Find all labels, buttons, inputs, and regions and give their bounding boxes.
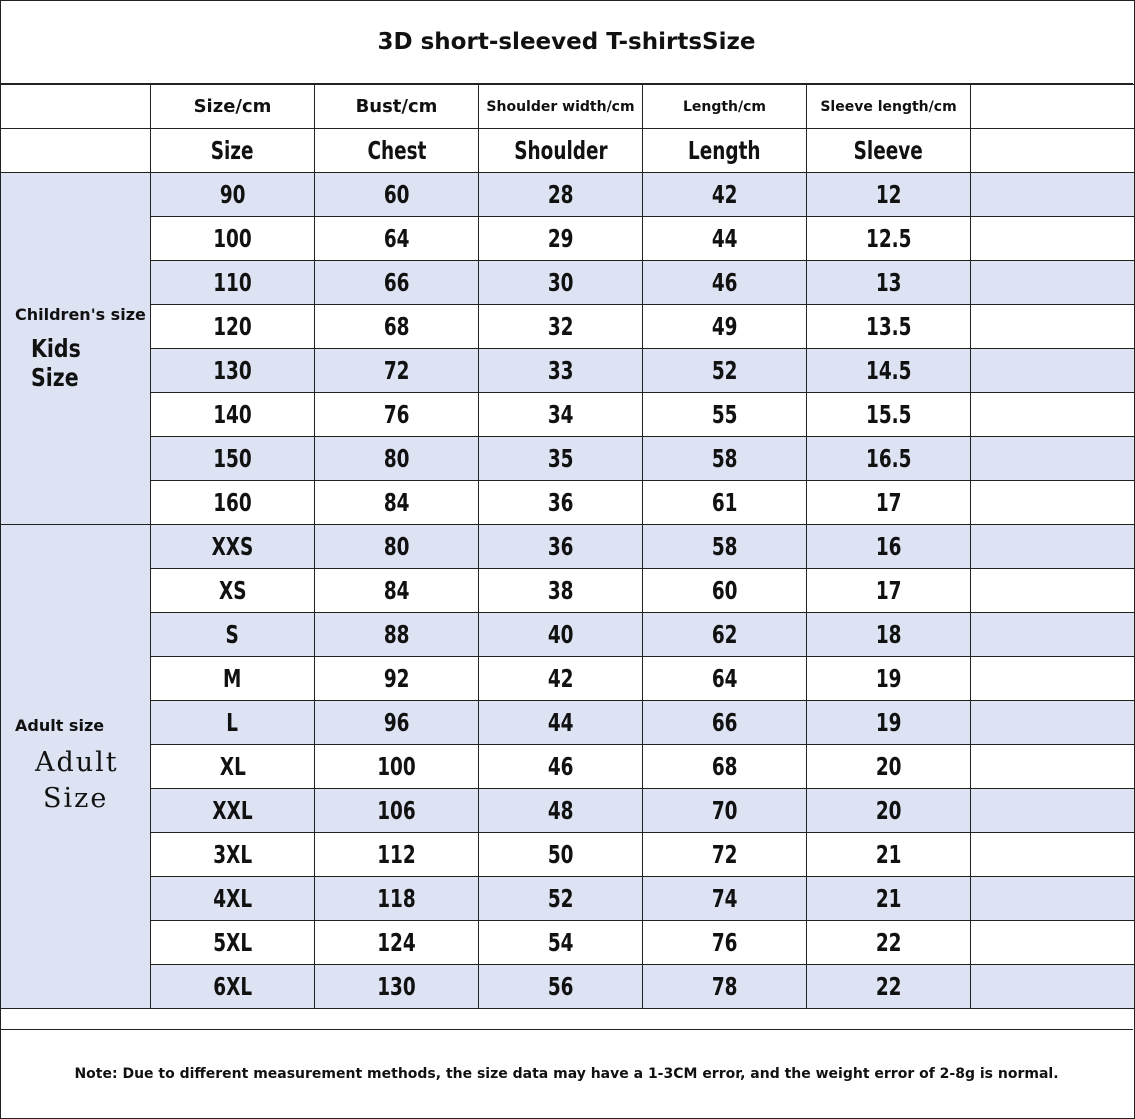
header-chest: Chest (315, 129, 479, 173)
cell-sleeve: 19 (807, 701, 971, 745)
cell-size: XS (151, 569, 315, 613)
cell-shoulder: 54 (479, 921, 643, 965)
cell-shoulder: 42 (479, 657, 643, 701)
cell-length: 42 (643, 173, 807, 217)
cell-length: 66 (643, 701, 807, 745)
cell-size: S (151, 613, 315, 657)
cell-empty (971, 173, 1135, 217)
cell-chest: 66 (315, 261, 479, 305)
table-row (1, 481, 1135, 525)
cell-sleeve: 12 (807, 173, 971, 217)
cell-shoulder: 28 (479, 173, 643, 217)
cell-empty (971, 921, 1135, 965)
table-row (1, 701, 1135, 745)
header-sleeve: Sleeve (807, 129, 971, 173)
cell-empty (971, 437, 1135, 481)
cell-chest: 80 (315, 437, 479, 481)
cell-length: 76 (643, 921, 807, 965)
cell-shoulder: 56 (479, 965, 643, 1009)
cell-chest: 84 (315, 481, 479, 525)
cell-chest: 106 (315, 789, 479, 833)
cell-empty (971, 877, 1135, 921)
chart-title: 3D short-sleeved T-shirtsSize (0, 0, 1133, 84)
table-row (1, 965, 1135, 1009)
cell-size: 100 (151, 217, 315, 261)
table-row (1, 217, 1135, 261)
cell-shoulder: 38 (479, 569, 643, 613)
cell-shoulder: 40 (479, 613, 643, 657)
cell-size: XXL (151, 789, 315, 833)
cell-size: 140 (151, 393, 315, 437)
cell-size: 120 (151, 305, 315, 349)
header-shoulder: Shoulder (479, 129, 643, 173)
cell-length: 46 (643, 261, 807, 305)
header-size: Size (151, 129, 315, 173)
table-row (1, 173, 1135, 217)
cell-empty (971, 833, 1135, 877)
cell-length: 52 (643, 349, 807, 393)
cell-size: XL (151, 745, 315, 789)
cell-empty (971, 393, 1135, 437)
cell-size: 160 (151, 481, 315, 525)
header-empty (971, 85, 1135, 129)
cell-chest: 92 (315, 657, 479, 701)
table-row (1, 789, 1135, 833)
header-length-cm: Length/cm (643, 85, 807, 129)
cell-sleeve: 21 (807, 833, 971, 877)
cell-length: 64 (643, 657, 807, 701)
cell-sleeve: 13.5 (807, 305, 971, 349)
cell-shoulder: 52 (479, 877, 643, 921)
cell-sleeve: 17 (807, 481, 971, 525)
cell-sleeve: 19 (807, 657, 971, 701)
cell-chest: 130 (315, 965, 479, 1009)
cell-sleeve: 17 (807, 569, 971, 613)
header-length: Length (643, 129, 807, 173)
cell-empty (971, 745, 1135, 789)
cell-chest: 112 (315, 833, 479, 877)
cell-sleeve: 18 (807, 613, 971, 657)
header-sleeve-length-cm: Sleeve length/cm (807, 85, 971, 129)
cell-chest: 76 (315, 393, 479, 437)
cell-size: 6XL (151, 965, 315, 1009)
table-row (1, 525, 1135, 569)
cell-shoulder: 36 (479, 525, 643, 569)
cell-size: 150 (151, 437, 315, 481)
cell-chest: 124 (315, 921, 479, 965)
cell-empty (971, 701, 1135, 745)
header-row-names (1, 129, 1135, 173)
kids-size-group (1, 173, 151, 525)
cell-sleeve: 20 (807, 789, 971, 833)
cell-length: 55 (643, 393, 807, 437)
cell-empty (971, 789, 1135, 833)
cell-empty (971, 481, 1135, 525)
cell-empty (971, 965, 1135, 1009)
cell-shoulder: 44 (479, 701, 643, 745)
cell-length: 72 (643, 833, 807, 877)
header-shoulder-width-cm: Shoulder width/cm (479, 85, 643, 129)
cell-sleeve: 16 (807, 525, 971, 569)
cell-sleeve: 14.5 (807, 349, 971, 393)
cell-sleeve: 20 (807, 745, 971, 789)
cell-empty (971, 657, 1135, 701)
adult-size-group (1, 525, 151, 1009)
cell-shoulder: 34 (479, 393, 643, 437)
cell-length: 58 (643, 525, 807, 569)
cell-shoulder: 30 (479, 261, 643, 305)
cell-shoulder: 50 (479, 833, 643, 877)
table-row (1, 877, 1135, 921)
table-row (1, 261, 1135, 305)
group-label: Adult size (15, 716, 105, 735)
cell-length: 44 (643, 217, 807, 261)
group-sublabel: Adult Size (35, 747, 119, 814)
cell-shoulder: 48 (479, 789, 643, 833)
cell-empty (971, 261, 1135, 305)
table-row (1, 745, 1135, 789)
cell-sleeve: 22 (807, 965, 971, 1009)
table-row (1, 349, 1135, 393)
cell-chest: 96 (315, 701, 479, 745)
cell-chest: 100 (315, 745, 479, 789)
cell-sleeve: 13 (807, 261, 971, 305)
header-row-units (1, 85, 1135, 129)
header-blank (1, 85, 151, 129)
cell-shoulder: 29 (479, 217, 643, 261)
cell-length: 70 (643, 789, 807, 833)
cell-shoulder: 33 (479, 349, 643, 393)
table-row (1, 437, 1135, 481)
cell-empty (971, 217, 1135, 261)
header-bust-cm: Bust/cm (315, 85, 479, 129)
cell-empty (971, 525, 1135, 569)
cell-empty (971, 613, 1135, 657)
cell-shoulder: 35 (479, 437, 643, 481)
cell-empty (971, 349, 1135, 393)
cell-length: 68 (643, 745, 807, 789)
cell-length: 58 (643, 437, 807, 481)
cell-shoulder: 32 (479, 305, 643, 349)
cell-size: 3XL (151, 833, 315, 877)
table-row (1, 393, 1135, 437)
cell-size: 130 (151, 349, 315, 393)
cell-sleeve: 12.5 (807, 217, 971, 261)
cell-length: 61 (643, 481, 807, 525)
cell-size: XXS (151, 525, 315, 569)
cell-empty (971, 569, 1135, 613)
header-size-cm: Size/cm (151, 85, 315, 129)
cell-chest: 64 (315, 217, 479, 261)
size-table (0, 84, 1135, 1009)
cell-shoulder: 46 (479, 745, 643, 789)
cell-empty (971, 305, 1135, 349)
cell-length: 62 (643, 613, 807, 657)
cell-chest: 118 (315, 877, 479, 921)
cell-sleeve: 21 (807, 877, 971, 921)
cell-size: 110 (151, 261, 315, 305)
cell-sleeve: 15.5 (807, 393, 971, 437)
group-label: Children's size (15, 305, 146, 324)
cell-sleeve: 22 (807, 921, 971, 965)
cell-chest: 68 (315, 305, 479, 349)
cell-size: 90 (151, 173, 315, 217)
cell-chest: 72 (315, 349, 479, 393)
table-row (1, 833, 1135, 877)
table-row (1, 613, 1135, 657)
cell-length: 74 (643, 877, 807, 921)
cell-size: 4XL (151, 877, 315, 921)
cell-chest: 60 (315, 173, 479, 217)
header-blank (1, 129, 151, 173)
table-row (1, 305, 1135, 349)
cell-size: L (151, 701, 315, 745)
table-row (1, 657, 1135, 701)
header-empty (971, 129, 1135, 173)
cell-size: 5XL (151, 921, 315, 965)
cell-length: 49 (643, 305, 807, 349)
cell-chest: 88 (315, 613, 479, 657)
table-row (1, 921, 1135, 965)
cell-length: 78 (643, 965, 807, 1009)
cell-chest: 80 (315, 525, 479, 569)
cell-chest: 84 (315, 569, 479, 613)
cell-shoulder: 36 (479, 481, 643, 525)
measurement-note: Note: Due to different measurement methods, the size data may have a 1-3CM error, and the weight error of 2-8g is normal. (0, 1029, 1133, 1118)
table-row (1, 569, 1135, 613)
cell-size: M (151, 657, 315, 701)
cell-sleeve: 16.5 (807, 437, 971, 481)
group-sublabel: Kids Size (31, 334, 81, 392)
cell-length: 60 (643, 569, 807, 613)
